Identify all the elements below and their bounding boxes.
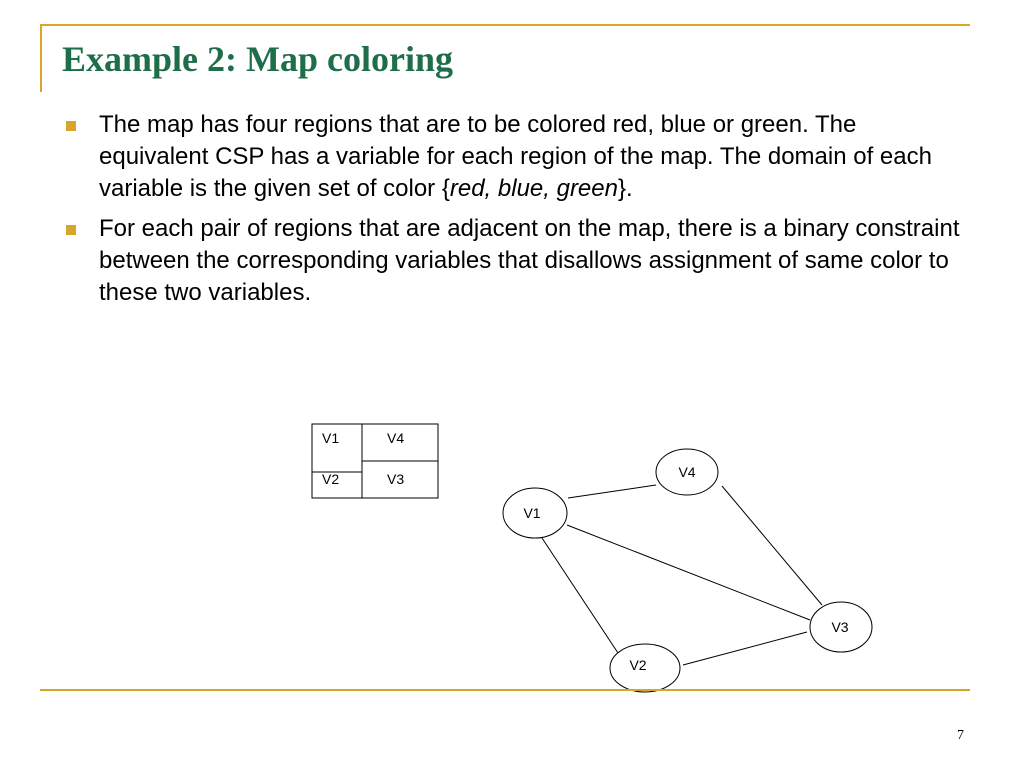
edge-v1-v3 [567, 525, 810, 620]
edge-v1-v2 [542, 538, 618, 653]
page-number: 7 [957, 728, 964, 743]
region-map-diagram [300, 410, 450, 510]
bullet-text: The map has four regions that are to be colored red, blue or green. The equivalent CSP has a variable for each region of the map. The domain of each variable is the given set of color [99, 111, 932, 202]
edge-v4-v3 [722, 486, 822, 605]
graph-node-label-v2: V2 [629, 657, 647, 673]
map-region-v4: V4 [387, 430, 405, 446]
graph-node-label-v1: V1 [523, 505, 541, 521]
edge-v1-v4 [568, 485, 656, 498]
map-region-v1: V1 [322, 430, 340, 446]
top-rule [40, 24, 970, 26]
graph-node-label-v4: V4 [678, 464, 696, 480]
title-accent-bar [40, 24, 42, 92]
set-open-brace: { [441, 175, 450, 202]
bullet-list [66, 109, 966, 317]
graph-node-label-v3: V3 [831, 619, 849, 635]
bullet-item [66, 109, 966, 205]
map-region-v3: V3 [387, 471, 405, 487]
set-close-brace: } [617, 175, 626, 202]
edge-v2-v3 [683, 632, 807, 665]
bullet-text: For each pair of regions that are adjacent on the map, there is a binary constraint between the corresponding variables that disallows assignment of same color to these two variables. [99, 215, 960, 306]
sentence-end: . [626, 175, 633, 202]
map-region-v2: V2 [322, 471, 340, 487]
bullet-item [66, 213, 966, 309]
square-bullet-icon [66, 225, 76, 235]
square-bullet-icon [66, 121, 76, 131]
constraint-graph [480, 430, 900, 700]
color-domain-set: red, blue, green [449, 175, 618, 202]
slide-title: Example 2: Map coloring [62, 39, 453, 79]
bottom-rule [40, 689, 970, 691]
